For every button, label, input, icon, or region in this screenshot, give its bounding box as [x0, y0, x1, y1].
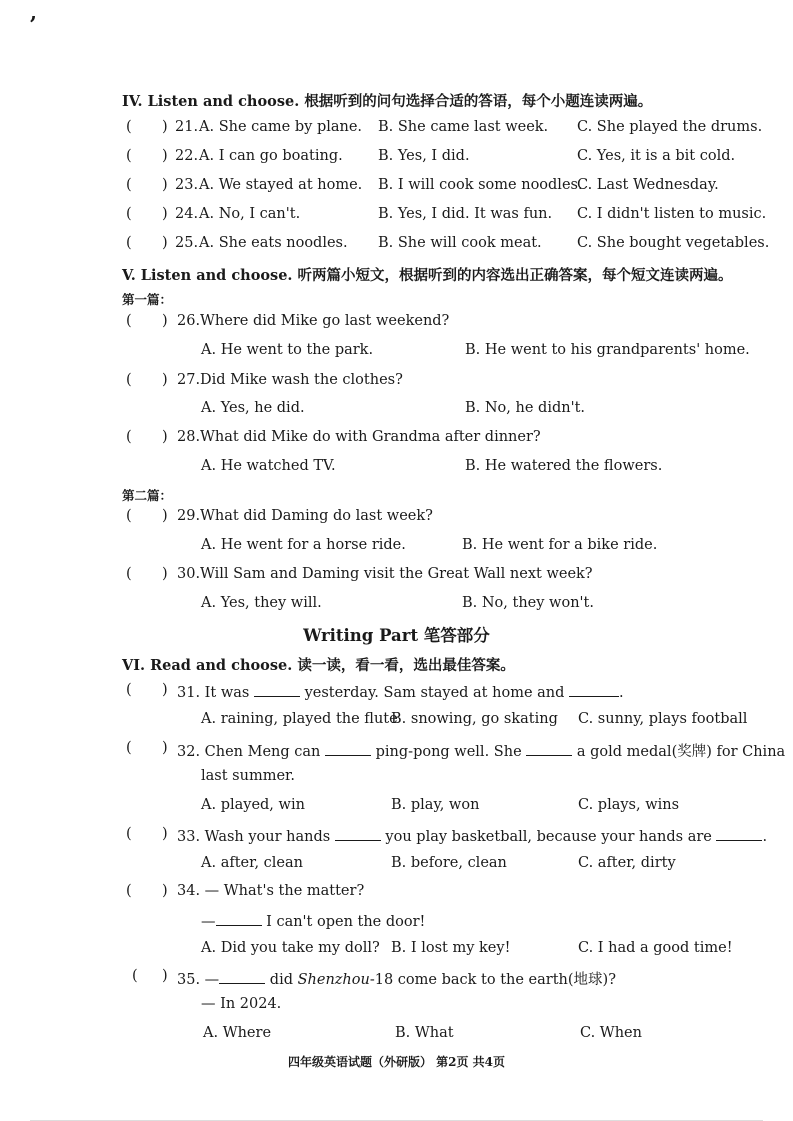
- section-6-title: VI. Read and choose.: [122, 657, 293, 674]
- option-b[interactable]: B. What: [395, 1025, 454, 1041]
- question-24: [0, 206, 793, 230]
- question-35-text: [177, 968, 616, 989]
- question-32-text: [177, 740, 785, 761]
- question-30: [0, 566, 793, 590]
- answer-paren-close: ): [162, 372, 168, 388]
- answer-paren-close: ): [162, 883, 168, 899]
- answer-paren-open: (: [126, 883, 132, 899]
- answer-paren-close: ): [162, 148, 168, 164]
- question-33-options: [0, 855, 793, 879]
- dialogue-line: [201, 911, 425, 930]
- question-number: 22.: [175, 148, 199, 164]
- answer-blank[interactable]: [325, 741, 371, 756]
- option-c[interactable]: C. sunny, plays football: [578, 711, 748, 727]
- option-c[interactable]: C. She played the drums.: [577, 119, 763, 135]
- section-4-heading: [122, 90, 652, 111]
- question-27-options: [0, 400, 793, 424]
- question-28: [0, 429, 793, 453]
- question-text-part: did: [269, 972, 298, 988]
- question-text-part: .: [762, 829, 768, 845]
- option-b[interactable]: B. play, won: [391, 797, 480, 813]
- option-a[interactable]: A. She eats noodles.: [199, 235, 348, 251]
- answer-paren-close: ): [162, 682, 168, 698]
- question-28-options: [0, 458, 793, 482]
- answer-blank[interactable]: [219, 969, 265, 984]
- answer-blank[interactable]: [335, 826, 381, 841]
- option-b[interactable]: B. snowing, go skating: [391, 711, 558, 727]
- question-number: 35.: [177, 972, 201, 988]
- question-33: [0, 826, 793, 850]
- answer-paren-open: (: [126, 566, 132, 582]
- question-text-part: .: [619, 685, 624, 701]
- option-a[interactable]: A. raining, played the flute: [201, 711, 398, 727]
- answer-paren-open: (: [126, 177, 132, 193]
- option-a[interactable]: A. He went for a horse ride.: [201, 537, 406, 553]
- question-text-part: ping-pong well. She: [375, 744, 522, 760]
- question-34: [0, 883, 793, 907]
- answer-paren-close: ): [162, 968, 168, 984]
- question-text-part: you play basketball, because your hands are: [385, 829, 712, 845]
- question-text: Where did Mike go last weekend?: [200, 313, 450, 329]
- question-text-part: last summer.: [201, 768, 295, 784]
- option-b[interactable]: B. Yes, I did. It was fun.: [378, 206, 553, 222]
- answer-blank[interactable]: [526, 741, 572, 756]
- answer-paren-open: (: [132, 968, 138, 984]
- question-35-options: [0, 1025, 793, 1049]
- answer-paren-open: (: [126, 313, 132, 329]
- dialogue-line: — What's the matter?: [204, 883, 365, 899]
- answer-paren-close: ): [162, 566, 168, 582]
- passage-1-label: 第一篇：: [122, 292, 173, 307]
- option-a[interactable]: A. He went to the park.: [201, 342, 374, 358]
- option-c[interactable]: C. I didn't listen to music.: [577, 206, 767, 222]
- answer-paren-open: (: [126, 372, 132, 388]
- section-5-heading: [122, 264, 733, 285]
- question-number: 33.: [177, 829, 201, 845]
- option-c[interactable]: C. Last Wednesday.: [577, 177, 719, 193]
- option-a[interactable]: A. No, I can't.: [199, 206, 301, 222]
- option-b[interactable]: B. She will cook meat.: [378, 235, 542, 251]
- corner-mark: ,: [30, 0, 37, 24]
- question-text: Will Sam and Daming visit the Great Wall next week?: [200, 566, 593, 582]
- section-6-instruction: 读一读，看一看，选出最佳答案。: [297, 657, 515, 674]
- option-a[interactable]: A. Yes, he did.: [201, 400, 305, 416]
- option-b[interactable]: B. He went to his grandparents' home.: [465, 342, 750, 358]
- section-4-title: IV. Listen and choose.: [122, 93, 300, 110]
- answer-paren-close: ): [162, 235, 168, 251]
- option-c[interactable]: C. When: [580, 1025, 642, 1041]
- answer-paren-close: ): [162, 177, 168, 193]
- option-c[interactable]: C. after, dirty: [578, 855, 676, 871]
- section-5-title: V. Listen and choose.: [122, 267, 293, 284]
- question-25: [0, 235, 793, 259]
- question-34-text: [177, 883, 364, 899]
- dialogue-dash: —: [201, 914, 216, 930]
- option-b[interactable]: B. No, he didn't.: [465, 400, 586, 416]
- answer-paren-close: ): [162, 740, 168, 756]
- option-a[interactable]: A. I can go boating.: [199, 148, 343, 164]
- question-text: What did Mike do with Grandma after dinner?: [200, 429, 541, 445]
- question-number: 21.: [175, 119, 199, 135]
- question-number: 29.: [177, 508, 201, 524]
- question-31-options: [0, 711, 793, 735]
- question-text-part: -18 come back to the earth(地球)?: [369, 972, 616, 988]
- option-a[interactable]: A. We stayed at home.: [199, 177, 363, 193]
- question-number: 30.: [177, 566, 201, 582]
- option-b[interactable]: B. I lost my key!: [391, 940, 511, 956]
- answer-paren-open: (: [126, 119, 132, 135]
- question-30-options: [0, 595, 793, 619]
- question-34-options: [0, 940, 793, 964]
- question-text-part: a gold medal(奖牌) for China: [576, 744, 786, 760]
- answer-paren-open: (: [126, 682, 132, 698]
- answer-blank[interactable]: [569, 682, 619, 697]
- page-footer: 四年级英语试题（外研版） 第2页 共4页: [287, 1055, 506, 1069]
- answer-paren-close: ): [162, 826, 168, 842]
- question-number: 27.: [177, 372, 201, 388]
- question-29: [0, 508, 793, 532]
- writing-part-title: Writing Part 笔答部分: [303, 626, 490, 645]
- answer-paren-close: ): [162, 119, 168, 135]
- answer-paren-open: (: [126, 508, 132, 524]
- section-4-instruction: 根据听到的问句选择合适的答语，每个小题连读两遍。: [304, 93, 653, 110]
- answer-paren-close: ): [162, 313, 168, 329]
- question-text-part: Chen Meng can: [204, 744, 321, 760]
- option-a[interactable]: A. played, win: [201, 797, 305, 813]
- option-b[interactable]: B. I will cook some noodles.: [378, 177, 583, 193]
- question-number: 34.: [177, 883, 201, 899]
- question-21: [0, 119, 793, 143]
- dialogue-text: I can't open the door!: [266, 914, 426, 930]
- answer-paren-open: (: [126, 148, 132, 164]
- answer-paren-open: (: [126, 740, 132, 756]
- question-number: 25.: [175, 235, 199, 251]
- question-text: What did Daming do last week?: [200, 508, 433, 524]
- option-c[interactable]: C. She bought vegetables.: [577, 235, 770, 251]
- answer-paren-close: ): [162, 508, 168, 524]
- option-b[interactable]: B. before, clean: [391, 855, 507, 871]
- question-32-options: [0, 797, 793, 821]
- answer-paren-open: (: [126, 206, 132, 222]
- question-number: 24.: [175, 206, 199, 222]
- question-number: 31.: [177, 685, 201, 701]
- answer-blank[interactable]: [716, 826, 762, 841]
- question-number: 26.: [177, 313, 201, 329]
- option-c[interactable]: C. plays, wins: [578, 797, 680, 813]
- answer-paren-close: ): [162, 206, 168, 222]
- question-22: [0, 148, 793, 172]
- answer-paren-open: (: [126, 429, 132, 445]
- answer-paren-close: ): [162, 429, 168, 445]
- option-b[interactable]: B. He watered the flowers.: [465, 458, 663, 474]
- question-26-options: [0, 342, 793, 366]
- question-32-continued: [0, 768, 793, 792]
- option-a[interactable]: A. Yes, they will.: [201, 595, 322, 611]
- option-a[interactable]: A. Did you take my doll?: [201, 940, 380, 956]
- question-35-reply: [0, 996, 793, 1020]
- answer-paren-open: (: [126, 235, 132, 251]
- option-a[interactable]: A. after, clean: [201, 855, 303, 871]
- option-a[interactable]: A. Where: [203, 1025, 272, 1041]
- option-c[interactable]: C. Yes, it is a bit cold.: [577, 148, 736, 164]
- question-32: [0, 740, 793, 764]
- option-b[interactable]: B. No, they won't.: [462, 595, 594, 611]
- question-text-part: It was: [204, 685, 250, 701]
- dialogue-line: — In 2024.: [201, 996, 282, 1012]
- question-number: 28.: [177, 429, 201, 445]
- option-c[interactable]: C. I had a good time!: [578, 940, 733, 956]
- question-26: [0, 313, 793, 337]
- question-number: 23.: [175, 177, 199, 193]
- dialogue-dash: —: [204, 972, 220, 988]
- question-29-options: [0, 537, 793, 561]
- question-33-text: [177, 826, 767, 845]
- question-text-part: yesterday. Sam stayed at home and: [304, 685, 565, 701]
- question-34-reply: [0, 911, 793, 935]
- question-23: [0, 177, 793, 201]
- option-a[interactable]: A. He watched TV.: [201, 458, 336, 474]
- spacecraft-name: Shenzhou: [297, 972, 370, 988]
- option-b[interactable]: B. She came last week.: [378, 119, 549, 135]
- question-text: Did Mike wash the clothes?: [200, 372, 403, 388]
- question-text-part: Wash your hands: [204, 829, 331, 845]
- question-number: 32.: [177, 744, 201, 760]
- answer-blank[interactable]: [254, 682, 300, 697]
- answer-paren-open: (: [126, 826, 132, 842]
- section-6-heading: [122, 654, 515, 675]
- question-35: [0, 968, 793, 992]
- question-31-text: [177, 682, 624, 701]
- option-b[interactable]: B. Yes, I did.: [378, 148, 470, 164]
- option-a[interactable]: A. She came by plane.: [199, 119, 363, 135]
- question-31: [0, 682, 793, 706]
- option-b[interactable]: B. He went for a bike ride.: [462, 537, 658, 553]
- answer-blank[interactable]: [216, 911, 262, 926]
- passage-2-label: 第二篇：: [122, 488, 173, 503]
- section-5-instruction: 听两篇小短文，根据听到的内容选出正确答案，每个短文连读两遍。: [297, 267, 733, 284]
- question-27: [0, 372, 793, 396]
